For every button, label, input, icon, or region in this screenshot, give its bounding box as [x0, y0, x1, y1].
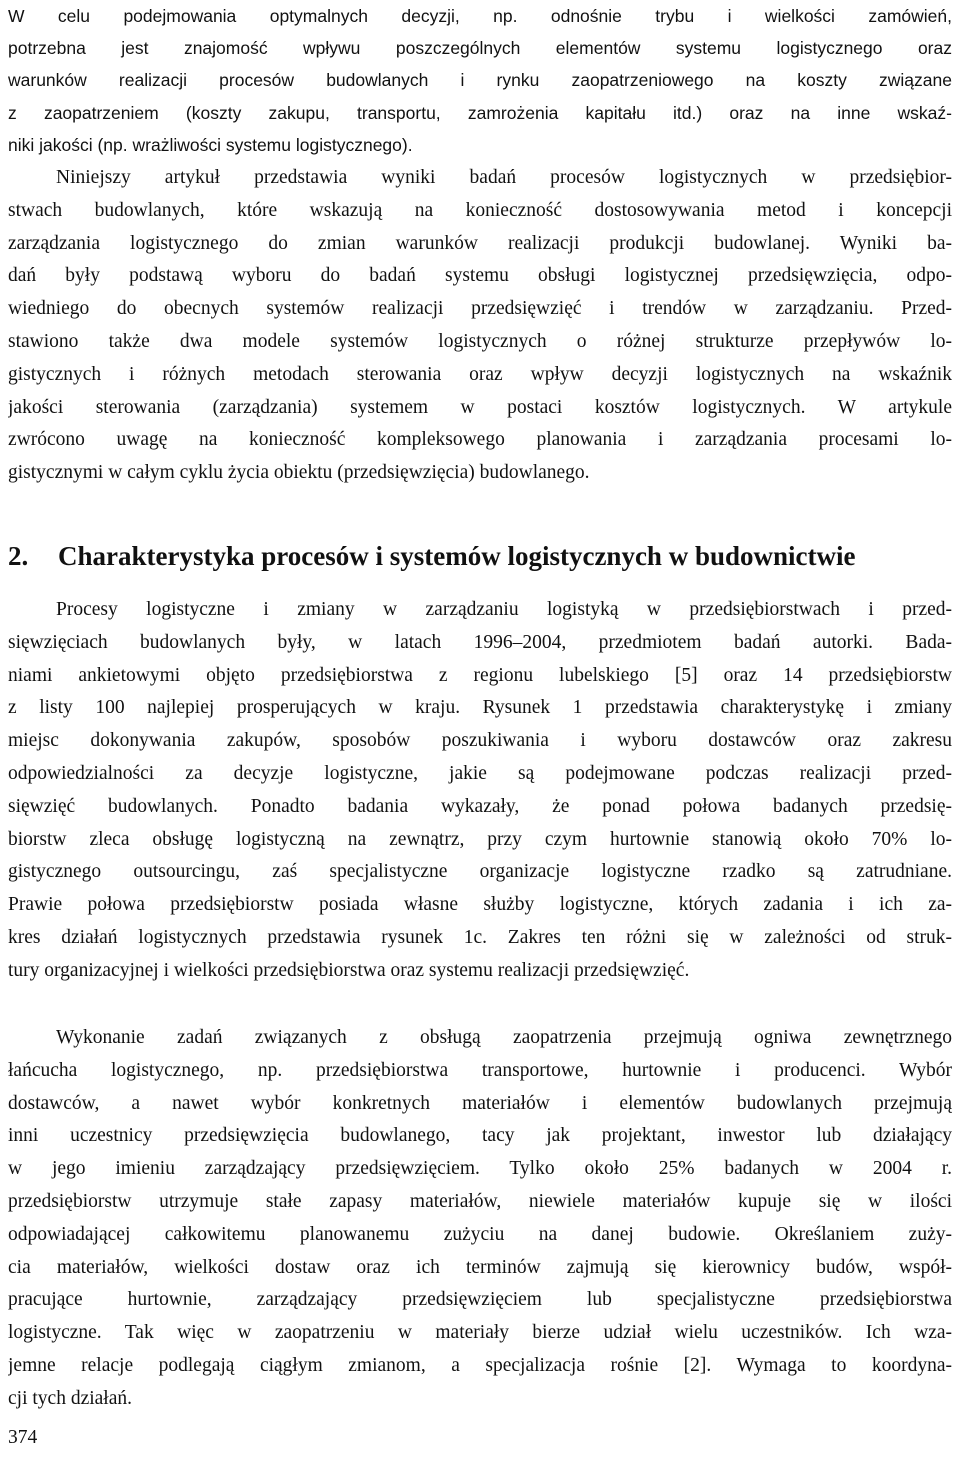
- text-line: sięwzięciach budowlanych były, w latach 1996–2004, przedmiotem badań autorki. Bada-: [8, 631, 952, 653]
- text-line: Niniejszy artykuł przedstawia wyniki badań procesów logistycznych w przedsiębior-: [56, 167, 952, 188]
- text-line: cia materiałów, wielkości dostaw oraz ich terminów zajmują się kierownicy budów, współ-: [8, 1256, 952, 1278]
- text-line: łańcucha logistycznego, np. przedsiębiorstwa transportowe, hurtownie i producenci. Wybór: [8, 1059, 952, 1081]
- text-line: zwrócono uwagę na konieczność kompleksowego planowania i zarządzania procesami lo-: [8, 429, 952, 451]
- section-title: Charakterystyka procesów i systemów logistycznych w budownictwie: [58, 541, 856, 571]
- text-line: pracujące hurtownie, zarządzający przedsięwzięciem lub specjalistyczne przedsiębiorstwa: [8, 1289, 952, 1311]
- text-line: cji tych działań.: [8, 1387, 132, 1409]
- text-line: biorstw zleca obsługę logistyczną na zewnątrz, przy czym hurtownie stanowią około 70% lo-: [8, 828, 952, 850]
- text-line: odpowiedzialności za decyzje logistyczne, jakie są podejmowane podczas realizacji przed-: [8, 762, 952, 784]
- text-line: niki jakości (np. wrażliwości systemu logistycznego).: [8, 134, 413, 155]
- text-line: dań były podstawą wyboru do badań systemu obsługi logistycznej przedsięwzięcia, odpo-: [8, 265, 952, 287]
- summary-paragraph: [8, 162, 952, 490]
- text-line: wiedniego do obecnych systemów realizacji przedsięwzięć i trendów w zarządzaniu. Przed-: [8, 298, 952, 320]
- text-line: logistyczne. Tak więc w zaopatrzeniu w materiały bierze udział wielu uczestników. Ich wza-: [8, 1322, 952, 1344]
- text-line: w jego imieniu zarządzający przedsięwzięciem. Tylko około 25% badanych w 2004 r.: [8, 1158, 952, 1180]
- text-line: z listy 100 najlepiej prosperujących w kraju. Rysunek 1 przedstawia charakterystykę i zmiany: [8, 697, 952, 719]
- text-line: Prawie połowa przedsiębiorstw posiada własne służby logistyczne, których zadania i ich za-: [8, 894, 952, 916]
- text-line: tury organizacyjnej i wielkości przedsiębiorstwa oraz systemu realizacji przedsięwzięć.: [8, 959, 690, 981]
- text-line: inni uczestnicy przedsięwzięcia budowlanego, tacy jak projektant, inwestor lub działający: [8, 1125, 952, 1147]
- section-number: 2.: [8, 541, 29, 571]
- body-paragraph: [8, 594, 952, 988]
- text-line: dostawców, a nawet wybór konkretnych materiałów i elementów budowlanych przejmują: [8, 1092, 952, 1114]
- text-line: warunków realizacji procesów budowlanych i rynku zaopatrzeniowego na koszty związane: [8, 70, 952, 91]
- text-line: odpowiadającej całkowitemu planowanemu zużyciu na danej budowie. Określaniem zuży-: [8, 1223, 952, 1245]
- text-line: zarządzania logistycznego do zmian warunków realizacji produkcji budowlanej. Wyniki ba-: [8, 232, 952, 254]
- text-line: Wykonanie zadań związanych z obsługą zaopatrzenia przejmują ogniwa zewnętrznego: [56, 1027, 952, 1048]
- text-line: z zaopatrzeniem (koszty zakupu, transportu, zamrożenia kapitału itd.) oraz na inne wskaź-: [8, 102, 952, 123]
- text-line: W celu podejmowania optymalnych decyzji, np. odnośnie trybu i wielkości zamówień,: [8, 6, 952, 26]
- text-line: gistycznych i różnych metodach sterowania oraz wpływ decyzji logistycznych na wskaźnik: [8, 363, 952, 385]
- body-paragraph: [8, 1022, 952, 1416]
- text-line: sięwzięć budowlanych. Ponadto badania wykazały, że ponad połowa badanych przedsię-: [8, 795, 952, 817]
- text-line: gistycznymi w całym cyklu życia obiektu (przedsięwzięcia) budowlanego.: [8, 462, 590, 484]
- section-heading: [8, 538, 952, 574]
- text-line: stawiono także dwa modele systemów logistycznych o różnej strukturze przepływów lo-: [8, 330, 952, 352]
- text-line: stwach budowlanych, które wskazują na konieczność dostosowywania metod i koncepcji: [8, 199, 952, 221]
- text-line: jemne relacje podlegają ciągłym zmianom, a specjalizacja rośnie [2]. Wymaga to koordyna-: [8, 1354, 952, 1376]
- intro-paragraph: [8, 0, 952, 161]
- text-line: Procesy logistyczne i zmiany w zarządzaniu logistyką w przedsiębiorstwach i przed-: [56, 599, 952, 620]
- text-line: kres działań logistycznych przedstawia rysunek 1c. Zakres ten różni się w zależności od struk-: [8, 926, 952, 948]
- text-line: jakości sterowania (zarządzania) systemem w postaci kosztów logistycznych. W artykule: [8, 396, 952, 418]
- text-line: potrzebna jest znajomość wpływu poszczególnych elementów systemu logistycznego oraz: [8, 38, 952, 59]
- page-number: 374: [8, 1427, 38, 1448]
- text-line: niami ankietowymi objęto przedsiębiorstwa z regionu lubelskiego [5] oraz 14 przedsiębiorstw: [8, 664, 952, 686]
- text-line: gistycznego outsourcingu, zaś specjalistyczne organizacje logistyczne rzadko są zatrudniane.: [8, 861, 952, 883]
- text-line: miejsc dokonywania zakupów, sposobów poszukiwania i wyboru dostawców oraz zakresu: [8, 730, 952, 752]
- text-line: przedsiębiorstw utrzymuje stałe zapasy materiałów, niewiele materiałów kupuje się w ilości: [8, 1190, 952, 1212]
